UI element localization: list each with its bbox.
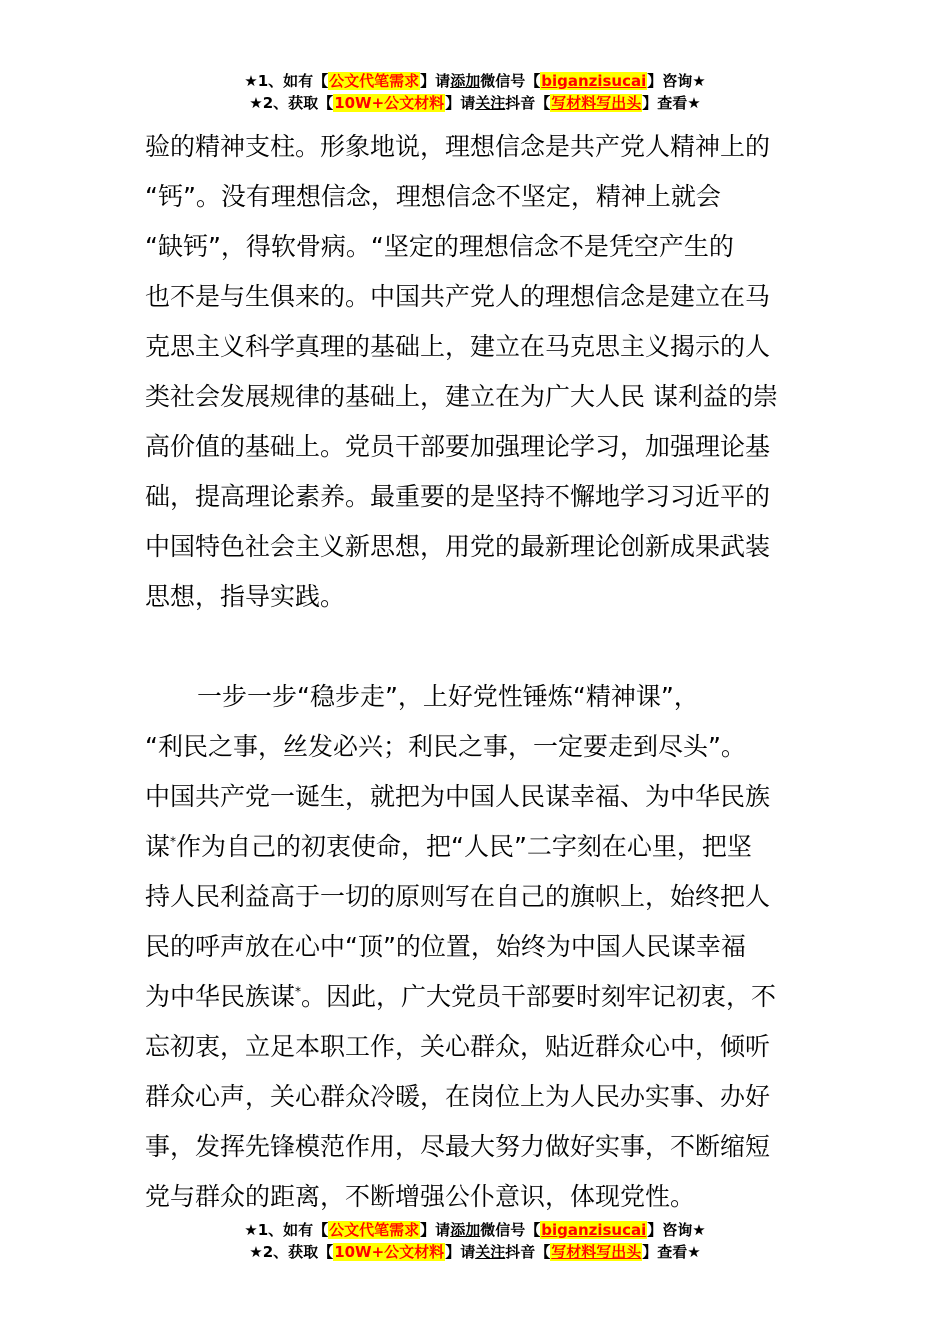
text-fragment: 。因此，广大党员干部要时刻牢记初衷，不 <box>301 982 777 1011</box>
text-line: 克思主义科学真理的基础上，建立在马克思主义揭示的人 <box>145 332 771 361</box>
banner-text: ★2、获取【 <box>249 94 334 112</box>
highlight-service: 公文代笔需求 <box>329 1221 420 1239</box>
text-line: 础，提高理论素养。最重要的是坚持不懈地学习习近平的 <box>145 482 771 511</box>
highlight-materials: 10W+公文材料 <box>334 1243 445 1261</box>
paragraph-gap <box>145 622 810 672</box>
banner-text: 】请 <box>420 1221 451 1239</box>
text-line: 党与群众的距离，不断增强公仆意识，体现党性。 <box>145 1182 696 1211</box>
banner-line-2 <box>0 1241 950 1263</box>
text-line: 类社会发展规律的基础上，建立在为广大人民 谋利益的崇 <box>145 382 778 411</box>
banner-text: 抖音【 <box>505 94 551 112</box>
bottom-banner <box>0 1219 950 1263</box>
text-line-with-mark <box>145 972 810 1022</box>
text-line: 群众心声，关心群众冷暖，在岗位上为人民办实事、办好 <box>145 1082 771 1111</box>
banner-text: 微信号【 <box>480 1221 541 1239</box>
text-line: “利民之事，丝发必兴；利民之事，一定要走到尽头”。 <box>145 732 746 761</box>
text-line: 中国共产党一诞生，就把为中国人民谋幸福、为中华民族 <box>145 782 771 811</box>
highlight-materials: 10W+公文材料 <box>334 94 445 112</box>
text-fragment: 为中华民族谋 <box>145 982 296 1011</box>
banner-text: 】咨询★ <box>647 1221 706 1239</box>
banner-text: 】请 <box>420 72 451 90</box>
banner-text: 抖音【 <box>505 1243 551 1261</box>
banner-text: ★1、如有【 <box>244 1221 329 1239</box>
banner-text: 】请 <box>445 94 476 112</box>
text-line: 一步一步“稳步走”，上好党性锤炼“精神课”， <box>197 682 699 711</box>
follow-label: 关注 <box>475 94 506 112</box>
text-line: 思想，指导实践。 <box>145 582 346 611</box>
banner-text: 】查看★ <box>642 94 701 112</box>
banner-text: ★1、如有【 <box>244 72 329 90</box>
wechat-id-link[interactable]: biganzisucai <box>541 1221 647 1239</box>
paragraph-2 <box>145 672 810 1222</box>
banner-text: 】咨询★ <box>647 72 706 90</box>
text-line: 持人民利益高于一切的原则写在自己的旗帜上，始终把人 <box>145 882 771 911</box>
douyin-account-link[interactable]: 写材料写出头 <box>551 94 642 112</box>
asterisk-mark: * <box>170 834 177 849</box>
text-line: 事，发挥先锋模范作用，尽最大努力做好实事，不断缩短 <box>145 1132 771 1161</box>
text-line-with-mark <box>145 822 810 872</box>
add-label: 添加 <box>450 1221 481 1239</box>
follow-label: 关注 <box>475 1243 506 1261</box>
douyin-account-link[interactable]: 写材料写出头 <box>551 1243 642 1261</box>
text-fragment: 谋 <box>145 832 171 861</box>
banner-line-1 <box>0 70 950 92</box>
text-line: “缺钙”，得软骨病。“坚定的理想信念不是凭空产生的 <box>145 232 734 261</box>
banner-line-1 <box>0 1219 950 1241</box>
text-line: 中国特色社会主义新思想，用党的最新理论创新成果武装 <box>145 532 771 561</box>
highlight-service: 公文代笔需求 <box>329 72 420 90</box>
document-body <box>145 122 810 1222</box>
paragraph-1 <box>145 122 810 622</box>
wechat-id-link[interactable]: biganzisucai <box>541 72 647 90</box>
banner-text: 】查看★ <box>642 1243 701 1261</box>
add-label: 添加 <box>450 72 481 90</box>
text-line: 验的精神支柱。形象地说，理想信念是共产党人精神上的 <box>145 132 771 161</box>
text-line: 也不是与生俱来的。中国共产党人的理想信念是建立在马 <box>145 282 771 311</box>
top-banner <box>0 70 950 114</box>
banner-text: ★2、获取【 <box>249 1243 334 1261</box>
text-line: 忘初衷，立足本职工作，关心群众，贴近群众心中，倾听 <box>145 1032 771 1061</box>
text-line: “钙”。没有理想信念，理想信念不坚定，精神上就会 <box>145 182 721 211</box>
text-fragment: 作为自己的初衷使命，把“人民”二字刻在心里，把坚 <box>176 832 752 861</box>
text-line: 民的呼声放在心中“顶”的位置，始终为中国人民谋幸福 <box>145 932 746 961</box>
asterisk-mark: * <box>295 984 302 999</box>
banner-line-2 <box>0 92 950 114</box>
text-line: 高价值的基础上。党员干部要加强理论学习，加强理论基 <box>145 432 771 461</box>
banner-text: 微信号【 <box>480 72 541 90</box>
banner-text: 】请 <box>445 1243 476 1261</box>
